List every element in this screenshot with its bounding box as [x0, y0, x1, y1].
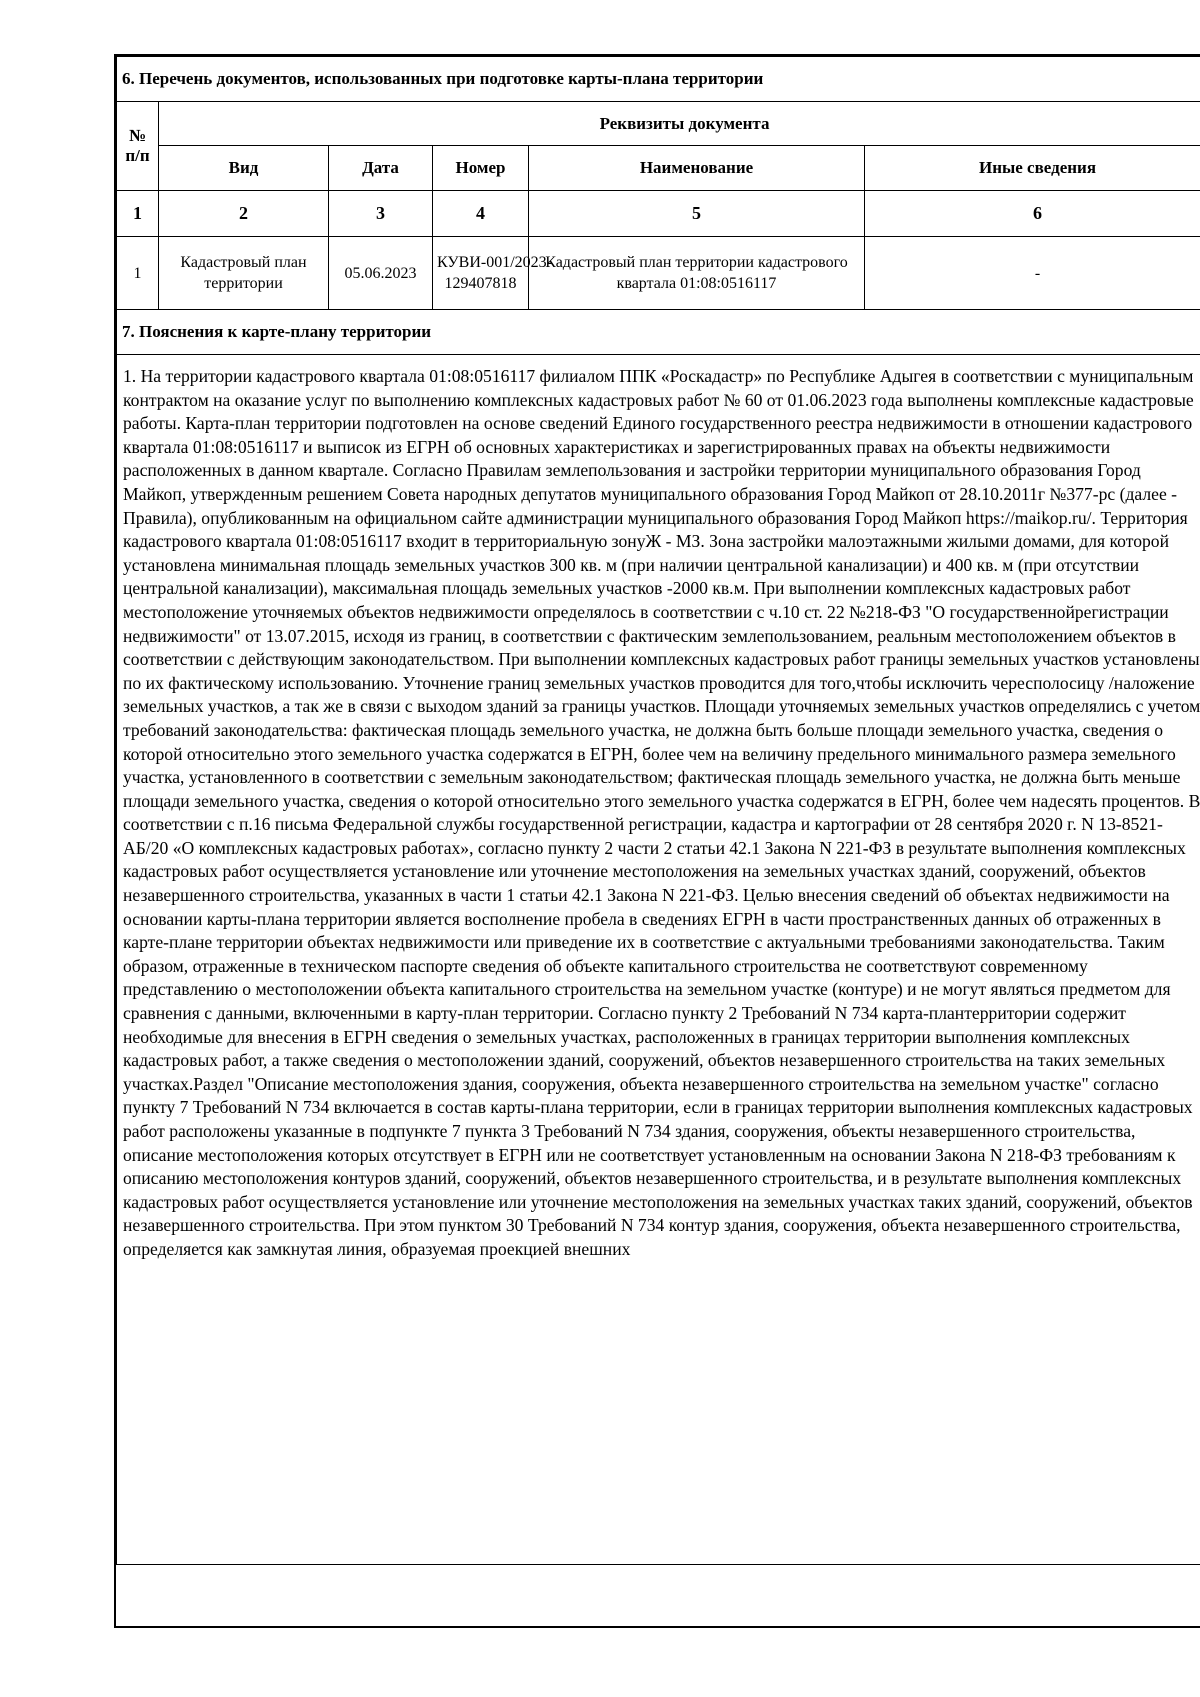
column-number: 3	[329, 191, 433, 237]
column-numbers-row	[117, 191, 1200, 237]
table-row	[117, 237, 1200, 310]
requisites-header: Реквизиты документа	[159, 102, 1200, 146]
explanation-cell	[117, 355, 1200, 1565]
document-frame	[114, 54, 1200, 1628]
row-number: КУВИ-001/2023-129407818	[433, 237, 529, 310]
section-7-title: 7. Пояснения к карте-плану территории	[117, 310, 1200, 355]
column-number: 2	[159, 191, 329, 237]
column-number: 5	[529, 191, 865, 237]
column-number: 6	[865, 191, 1200, 237]
col-num-header: № п/п	[117, 102, 159, 191]
row-num: 1	[117, 237, 159, 310]
row-other: -	[865, 237, 1200, 310]
row-kind: Кадастровый план территории	[159, 237, 329, 310]
section-6-title: 6. Перечень документов, использованных при подготовке карты-плана территории	[117, 57, 1200, 102]
row-date: 05.06.2023	[329, 237, 433, 310]
col-header-other: Иные сведения	[865, 146, 1200, 191]
col-header-number: Номер	[433, 146, 529, 191]
col-header-name: Наименование	[529, 146, 865, 191]
explanation-text: 1. На территории кадастрового квартала 01:08:0516117 филиалом ППК «Роскадастр» по Республике Адыгея в соответствии с муниципальным контрактом на оказание услуг по выполнению комплексных кадастровых работ № 60 от 01.06.2023 года выполнены комплексные кадастровые работы. Карта-план территории подготовлен на основе сведений Единого государственного реестра недвижимости в отношении кадастрового квартала 01:08:0516117 и выписок из ЕГРН об основных характеристиках и зарегистрированных правах на объекты недвижимости расположенных в данном квартале. Согласно Правилам землепользования и застройки территории муниципального образования Город Майкоп, утвержденным решением Совета народных депутатов муниципального образования Город Майкоп от 28.10.2011г №377-рс (далее - Правила), опубликованным на официальном сайте администрации муниципального образования Город Майкоп https://maikop.ru/. Территория кадастрового квартала 01:08:0516117 входит в территориальную зонуЖ - МЗ. Зона застройки малоэтажными жилыми домами, для которой установлена минимальная площадь земельных участков 300 кв. м (при наличии центральной канализации) и 400 кв. м (при отсутствии центральной канализации), максимальная площадь земельных участков -2000 кв.м. При выполнении комплексных кадастровых работ местоположение уточняемых объектов недвижимости определялось в соответствии с ч.10 ст. 22 №218-ФЗ "О государственнойрегистрации недвижимости" от 13.07.2015, исходя из границ, в соответствии с фактическим землепользованием, реальным местоположением объектов в соответствии с действующим законодательством. При выполнении комплексных кадастровых работ границы земельных участков установлены по их фактическому использованию. Уточнение границ земельных участков проводится для того,чтобы исключить чересполосицу /наложение земельных участков, а так же в связи с выходом зданий за границы участков. Площади уточняемых земельных участков определялись с учетом требований законодательства: фактическая площадь земельного участка, не должна быть больше площади земельного участка, сведения о которой относительно этого земельного участка содержатся в ЕГРН, более чем на величину предельного минимального размера земельного участка, установленного в соответствии с земельным законодательством; фактическая площадь земельного участка, не должна быть меньше площади земельного участка, сведения о которой относительно этого земельного участка содержатся в ЕГРН, более чем надесять процентов. В соответствии с п.16 письма Федеральной службы государственной регистрации, кадастра и картографии от 28 сентября 2020 г. N 13-8521-АБ/20 «О комплексных кадастровых работах», согласно пункту 2 части 2 статьи 42.1 Закона N 221-ФЗ в результате выполнения комплексных кадастровых работ осуществляется установление или уточнение местоположения на земельных участках зданий, сооружений, объектов незавершенного строительства, указанных в части 1 статьи 42.1 Закона N 221-ФЗ. Целью внесения сведений об объектах недвижимости на основании карты-плана территории является восполнение пробела в сведениях ЕГРН в части пространственных данных об отраженных в карте-плане территории объектах недвижимости или приведение их в соответствие с актуальными требованиями законодательства. Таким образом, отраженные в техническом паспорте сведения об объекте капитального строительства не соответствуют современному представлению о местоположении объекта капитального строительства на земельном участке (контуре) и не могут являться предметом для сравнения с данными, включенными в карту-план территории. Согласно пункту 2 Требований N 734 карта-плантерритории содержит необходимые для внесения в ЕГРН сведения о земельных участках, расположенных в границах территории выполнения комплексных кадастровых работ, а также сведения о местоположении зданий, сооружений, объектов незавершенного строительства на таких земельных участках.Раздел "Описание местоположения здания, сооружения, объекта незавершенного строительства на земельном участке" согласно пункту 7 Требований N 734 включается в состав карты-плана территории, если в границах территории выполнения комплексных кадастровых работ расположены указанные в подпункте 7 пункта 3 Требований N 734 здания, сооружения, объекты незавершенного строительства, описание местоположения которых отсутствует в ЕГРН или не соответствует установленным на основании Закона N 218-ФЗ требованиям к описанию местоположения контуров зданий, сооружений, объектов незавершенного строительства, и в результате выполнения комплексных кадастровых работ осуществляется установление или уточнение местоположения на земельных участках таких зданий, сооружений, объектов незавершенного строительства. При этом пунктом 30 Требований N 734 контур здания, сооружения, объекта незавершенного строительства, определяется как замкнутая линия, образуемая проекцией внешних	[123, 366, 1200, 1259]
column-number: 1	[117, 191, 159, 237]
row-name: Кадастровый план территории кадастрового квартала 01:08:0516117	[529, 237, 865, 310]
column-number: 4	[433, 191, 529, 237]
col-header-kind: Вид	[159, 146, 329, 191]
documents-table	[116, 56, 1200, 1565]
col-header-date: Дата	[329, 146, 433, 191]
